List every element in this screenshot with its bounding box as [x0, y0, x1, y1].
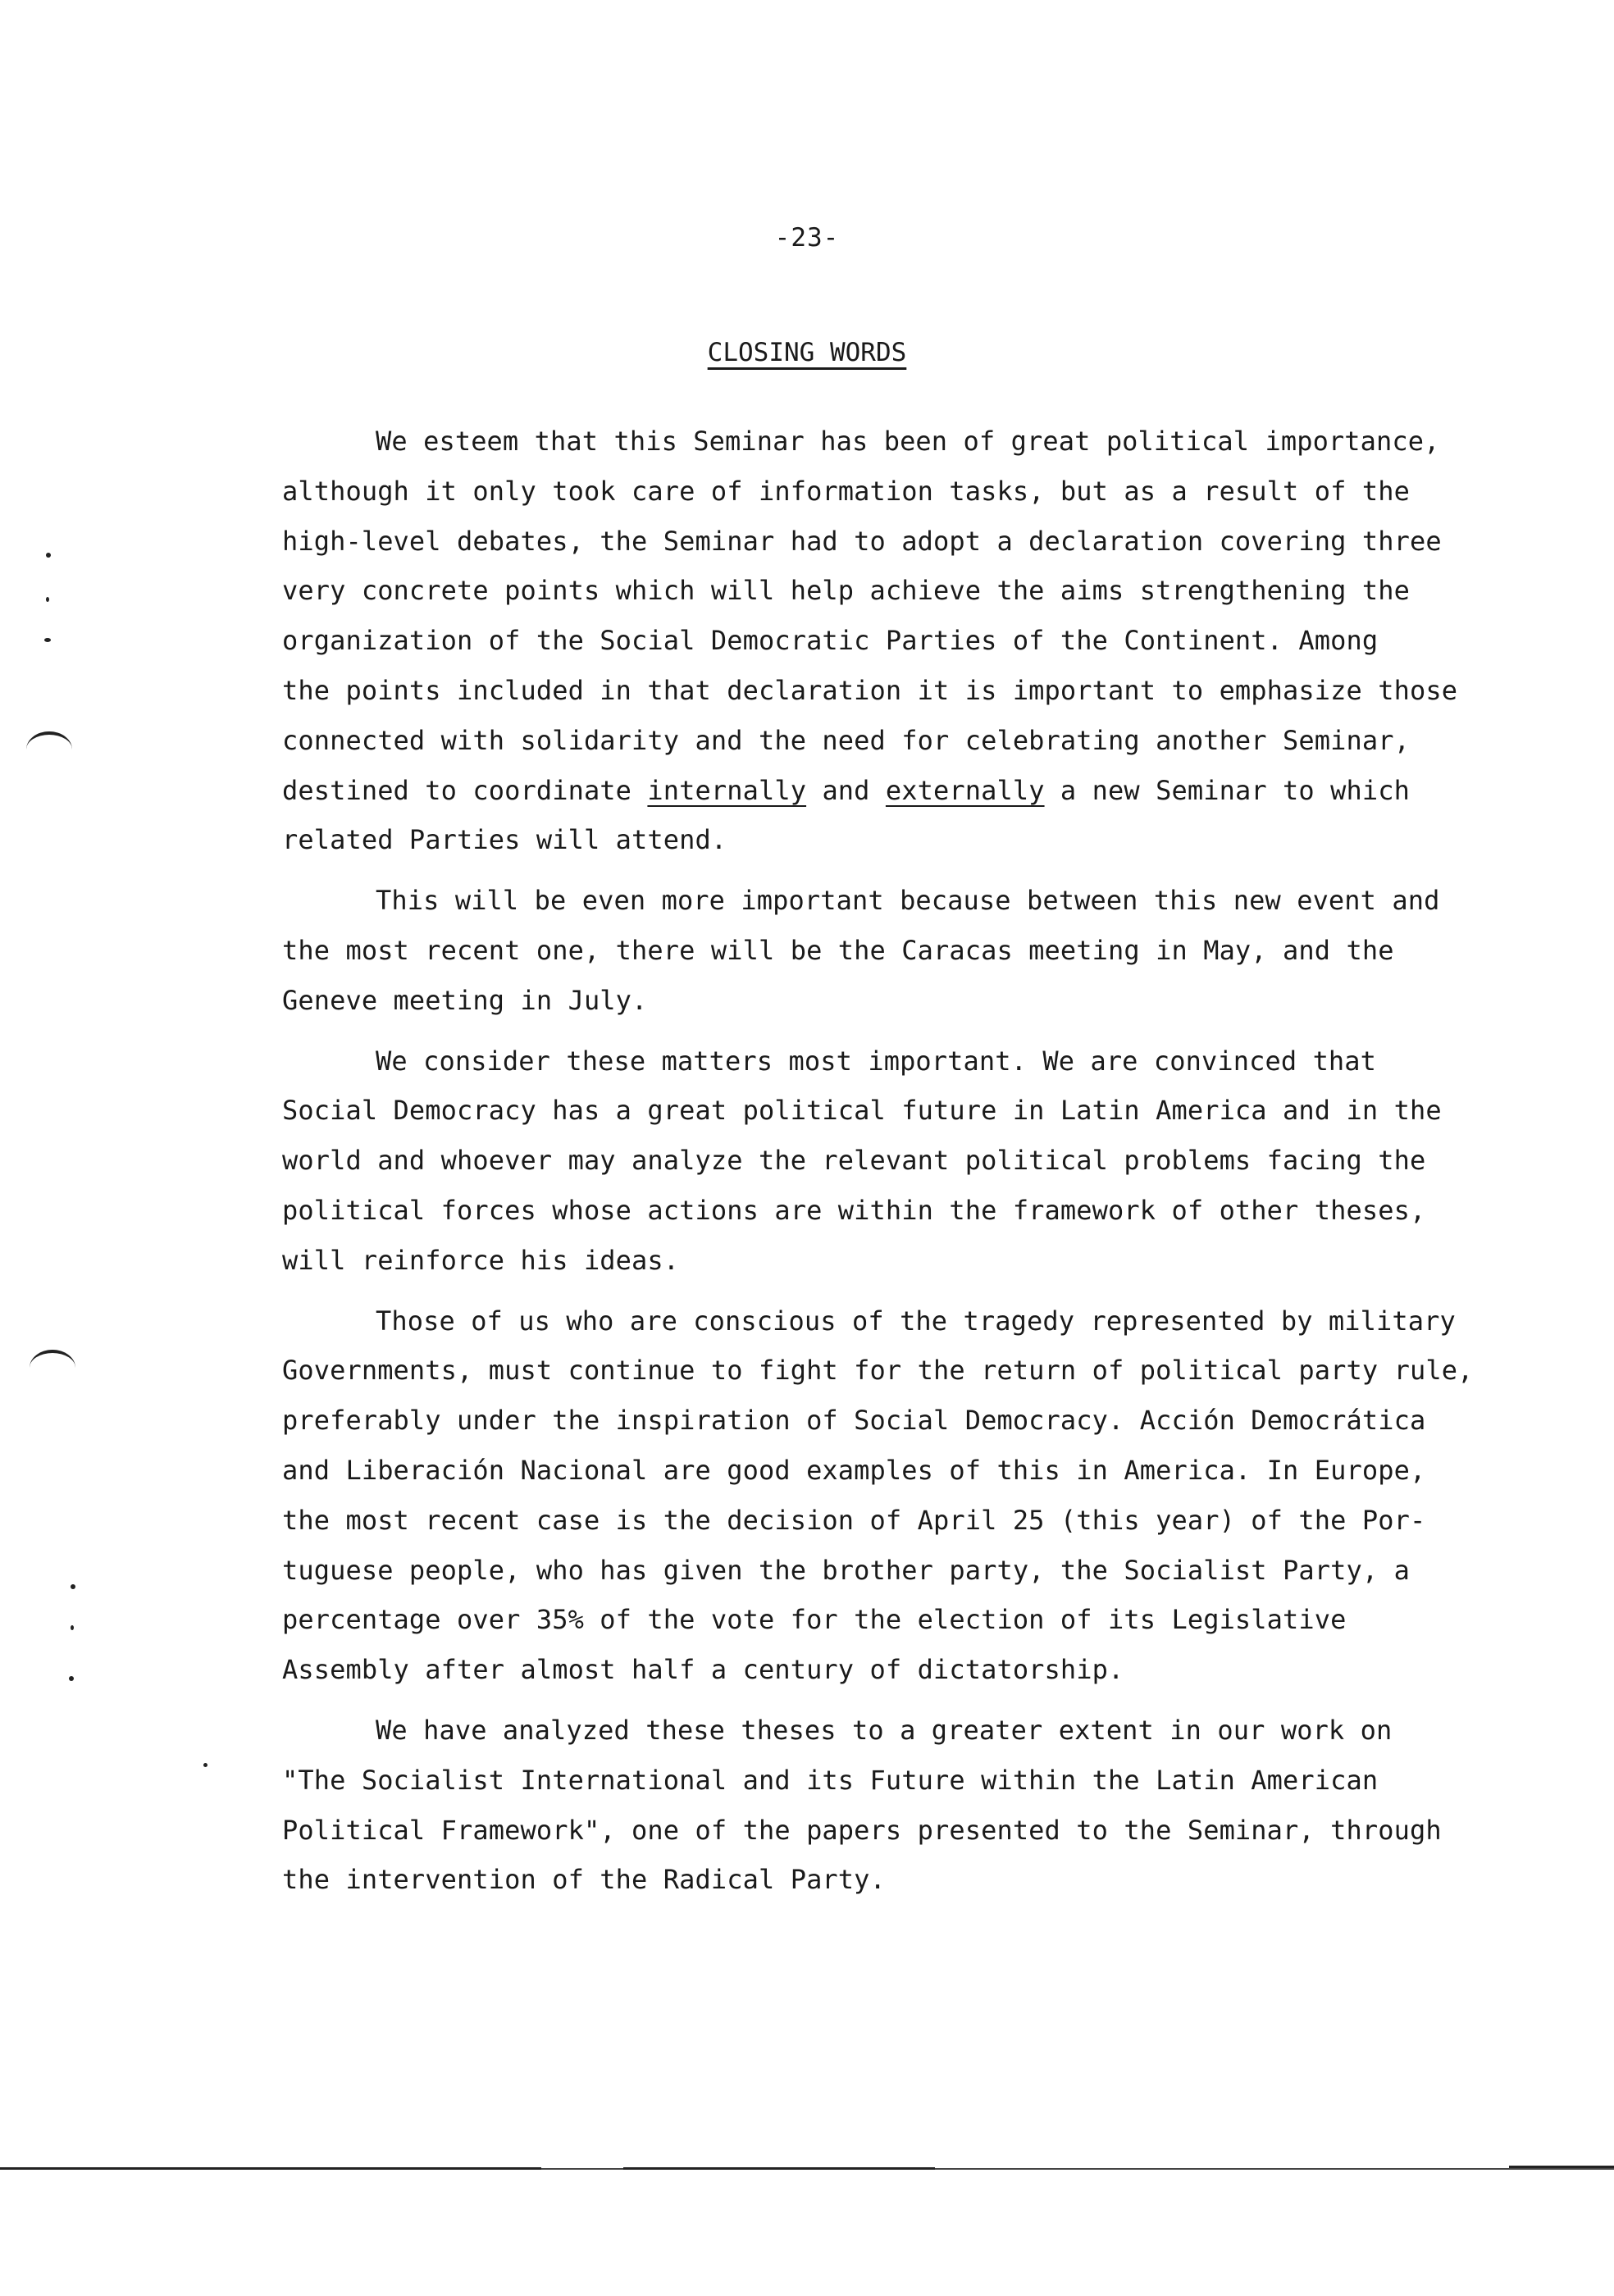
paragraph-line: percentage over 35% of the vote for the election of its Legislative [282, 1604, 1347, 1636]
paragraph-line: Governments, must continue to fight for the return of political party rule, [282, 1355, 1474, 1387]
bottom-rule-segment [623, 2167, 935, 2170]
text-run: and [806, 774, 886, 806]
section-title-text: CLOSING WORDS [707, 338, 907, 367]
paragraph-line: We have analyzed these theses to a greater extent in our work on [376, 1714, 1393, 1746]
paragraph-line: world and whoever may analyze the relevant political problems facing the [282, 1145, 1426, 1177]
hole-punch-arc [26, 731, 72, 768]
paragraph-2 [282, 876, 1521, 1025]
paragraph-line: related Parties will attend. [282, 824, 727, 856]
paragraph-line: connected with solidarity and the need for celebrating another Seminar, [282, 724, 1410, 756]
paragraph-line: Geneve meeting in July. [282, 984, 648, 1016]
paragraph-line: very concrete points which will help achieve the aims strengthening the [282, 575, 1410, 607]
hole-punch-arc [30, 1350, 75, 1386]
paragraph-line: the most recent case is the decision of April 25 (this year) of the Por- [282, 1504, 1426, 1536]
scan-mark [46, 553, 51, 558]
body-text [282, 417, 1521, 1916]
paragraph-line: We esteem that this Seminar has been of great political importance, [376, 426, 1440, 457]
paragraph-line: Assembly after almost half a century of dictatorship. [282, 1654, 1124, 1686]
text-run: destined to coordinate [282, 774, 648, 806]
text-run: a new Seminar to which [1044, 774, 1410, 806]
page-number: -23- [774, 223, 840, 253]
paragraph-line: preferably under the inspiration of Social Democracy. Acción Democrática [282, 1405, 1426, 1437]
scan-mark [69, 1676, 74, 1681]
bottom-rule-segment [0, 2167, 541, 2170]
paragraph-1 [282, 417, 1521, 865]
paragraph-line: will reinforce his ideas. [282, 1244, 680, 1276]
paragraph-line: Political Framework", one of the papers presented to the Seminar, through [282, 1814, 1442, 1846]
paragraph-line: organization of the Social Democratic Parties of the Continent. Among [282, 625, 1379, 657]
paragraph-line-with-emphasis [282, 766, 1521, 816]
underlined-word-externally: externally [885, 774, 1045, 806]
scan-mark [71, 1584, 75, 1589]
paragraph-line: although it only took care of information tasks, but as a result of the [282, 475, 1410, 507]
paragraph-line: This will be even more important because between this new event and [376, 885, 1440, 917]
paragraph-3 [282, 1036, 1521, 1286]
underlined-word-internally: internally [647, 774, 807, 806]
paragraph-5 [282, 1706, 1521, 1905]
paragraph-line: the points included in that declaration it is important to emphasize those [282, 674, 1458, 706]
scan-mark [44, 638, 51, 642]
paragraph-line: Those of us who are conscious of the tragedy represented by military [376, 1305, 1456, 1337]
paragraph-line: and Liberación Nacional are good examples of this in America. In Europe, [282, 1454, 1426, 1486]
paragraph-line: tuguese people, who has given the brother party, the Socialist Party, a [282, 1554, 1410, 1586]
paragraph-line: Social Democracy has a great political future in Latin America and in the [282, 1095, 1442, 1127]
paragraph-line: political forces whose actions are within the framework of other theses, [282, 1194, 1426, 1226]
paragraph-line: the most recent one, there will be the Caracas meeting in May, and the [282, 934, 1394, 966]
scan-mark [71, 1625, 74, 1630]
scan-mark [203, 1763, 207, 1767]
paragraph-line: "The Socialist International and its Future within the Latin American [282, 1764, 1379, 1796]
paragraph-4 [282, 1296, 1521, 1695]
scan-mark [46, 597, 49, 602]
section-title [0, 338, 1614, 367]
paragraph-line: the intervention of the Radical Party. [282, 1864, 886, 1896]
paragraph-line: We consider these matters most important. We are convinced that [376, 1045, 1377, 1077]
bottom-rule-segment [1509, 2166, 1614, 2168]
paragraph-line: high-level debates, the Seminar had to adopt a declaration covering three [282, 525, 1442, 557]
